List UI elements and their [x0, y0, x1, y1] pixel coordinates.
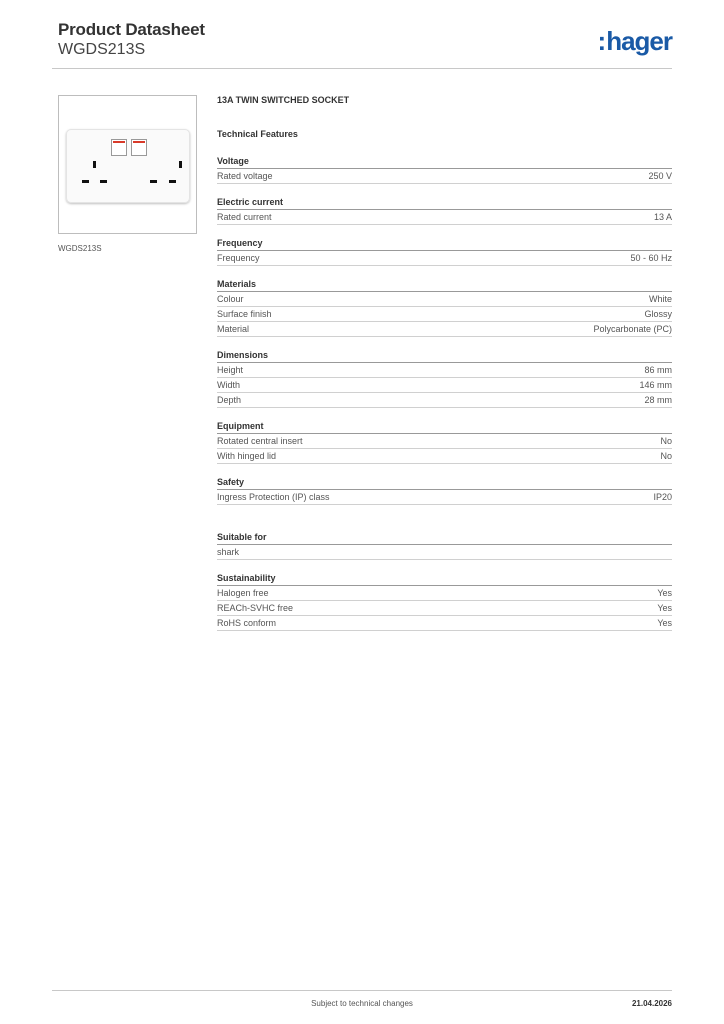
page-header: [58, 20, 672, 68]
spec-label: Height: [217, 365, 244, 375]
section-materials: [217, 278, 672, 337]
spec-row: [217, 210, 672, 225]
spec-row: [217, 251, 672, 266]
spec-row: [217, 363, 672, 378]
product-name: 13A TWIN SWITCHED SOCKET: [217, 95, 350, 105]
spec-value: Glossy: [644, 309, 672, 319]
left-neutral-pin-icon: [82, 180, 89, 183]
section-voltage: [217, 155, 672, 184]
header-divider: [52, 68, 672, 69]
spec-label: Width: [217, 380, 241, 390]
right-switch-icon: [131, 139, 147, 156]
logo-dots-icon: :: [597, 26, 606, 56]
section-dimensions: [217, 349, 672, 408]
spec-label: Frequency: [217, 253, 260, 263]
left-earth-pin-icon: [93, 161, 96, 168]
section-title: Dimensions: [217, 349, 672, 363]
spec-row: [217, 490, 672, 505]
spec-value: Yes: [657, 603, 672, 613]
spec-row: [217, 434, 672, 449]
spec-row: [217, 169, 672, 184]
spec-label: Surface finish: [217, 309, 272, 319]
spec-row: [217, 601, 672, 616]
spec-value: Polycarbonate (PC): [593, 324, 672, 334]
spec-row: [217, 378, 672, 393]
section-title: Sustainability: [217, 572, 672, 586]
spec-label: shark: [217, 547, 240, 557]
section-title: Materials: [217, 278, 672, 292]
spec-value: 146 mm: [639, 380, 672, 390]
section-frequency: [217, 237, 672, 266]
logo-text: hager: [606, 26, 672, 56]
spec-value: Yes: [657, 588, 672, 598]
page-title: Product Datasheet: [58, 20, 205, 39]
section-safety: [217, 476, 672, 505]
spec-label: Halogen free: [217, 588, 269, 598]
spec-label: Colour: [217, 294, 244, 304]
spec-label: Rated current: [217, 212, 272, 222]
twin-socket-illustration: [66, 129, 190, 203]
spec-row: [217, 586, 672, 601]
spec-row: [217, 449, 672, 464]
spec-row: [217, 322, 672, 337]
spec-label: Depth: [217, 395, 242, 405]
spec-row: [217, 307, 672, 322]
product-code: WGDS213S: [58, 41, 146, 58]
spec-value: 28 mm: [644, 395, 672, 405]
spec-value: White: [648, 294, 672, 304]
spec-value: No: [660, 436, 672, 446]
section-title: Voltage: [217, 155, 672, 169]
spec-value: No: [660, 451, 672, 461]
spec-label: Rated voltage: [217, 171, 273, 181]
left-live-pin-icon: [100, 180, 107, 183]
right-earth-pin-icon: [179, 161, 182, 168]
spec-label: Material: [217, 324, 250, 334]
section-title: Equipment: [217, 420, 672, 434]
spec-label: Ingress Protection (IP) class: [217, 492, 330, 502]
section-title: Electric current: [217, 196, 672, 210]
section-title: Frequency: [217, 237, 672, 251]
right-neutral-pin-icon: [150, 180, 157, 183]
section-suitable-for: [217, 531, 672, 560]
image-caption: WGDS213S: [58, 244, 102, 253]
spec-value: 250 V: [648, 171, 672, 181]
spec-row: [217, 616, 672, 631]
spec-value: 13 A: [653, 212, 672, 222]
technical-features-title: Technical Features: [217, 129, 298, 139]
spec-row: [217, 292, 672, 307]
spec-value: 50 - 60 Hz: [630, 253, 672, 263]
spec-label: Rotated central insert: [217, 436, 303, 446]
section-title: Suitable for: [217, 531, 672, 545]
spec-label: RoHS conform: [217, 618, 277, 628]
product-image: [58, 95, 197, 234]
spec-row: [217, 545, 672, 560]
section-electric-current: [217, 196, 672, 225]
left-switch-icon: [111, 139, 127, 156]
spec-content: [217, 95, 672, 631]
spec-value: IP20: [653, 492, 672, 502]
spec-label: With hinged lid: [217, 451, 277, 461]
spec-row: [217, 393, 672, 408]
footer-date: 21.04.2026: [631, 999, 672, 1008]
right-live-pin-icon: [169, 180, 176, 183]
section-sustainability: [217, 572, 672, 631]
spec-value: Yes: [657, 618, 672, 628]
footer-note: Subject to technical changes: [311, 999, 413, 1008]
footer-divider: [52, 990, 672, 991]
spec-label: REACh-SVHC free: [217, 603, 294, 613]
section-title: Safety: [217, 476, 672, 490]
hager-logo: [598, 26, 672, 57]
spec-value: 86 mm: [644, 365, 672, 375]
section-equipment: [217, 420, 672, 464]
